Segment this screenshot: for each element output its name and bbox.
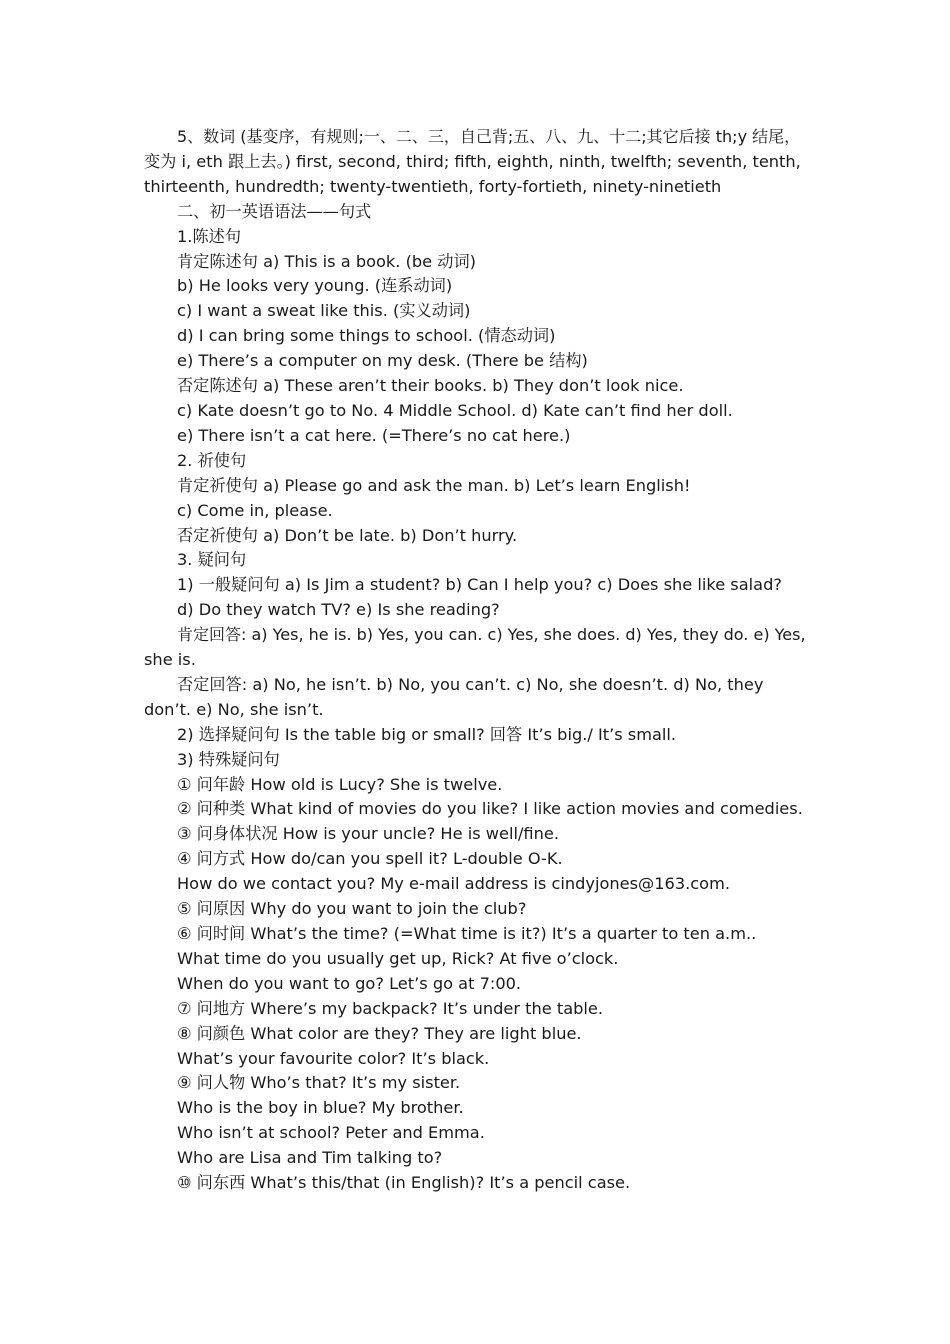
document-body [144, 125, 806, 1196]
text-line: ⑥ 问时间 What’s the time? (=What time is it?) It’s a quarter to ten a.m.. [177, 924, 757, 943]
text-line: How do we contact you? My e-mail address is cindyjones@163.com. [177, 874, 730, 894]
text-line: When do you want to go? Let’s go at 7:00. [177, 973, 522, 993]
text-line: e) There isn’t a cat here. (=There’s no cat here.) [177, 425, 571, 445]
text-line: ② 问种类 What kind of movies do you like? I like action movies and comedies. [177, 799, 803, 819]
text-line: 肯定陈述句 a) This is a book. (be 动词) [177, 251, 476, 271]
text-line: d) Do they watch TV? e) Is she reading? [177, 600, 500, 620]
text-line: ⑧ 问颜色 What color are they? They are light blue. [177, 1023, 582, 1043]
text-line: 肯定祈使句 a) Please go and ask the man. b) Let’s learn English! [177, 475, 691, 495]
text-line: 二、初一英语语法——句式 [177, 201, 372, 221]
text-line: ⑨ 问人物 Who’s that? It’s my sister. [177, 1073, 461, 1093]
text-line: 否定祈使句 a) Don’t be late. b) Don’t hurry. [177, 525, 518, 545]
text-line: Who is the boy in blue? My brother. [177, 1098, 464, 1118]
text-line: b) He looks very young. (连系动词) [177, 276, 453, 296]
text-line: c) I want a sweat like this. (实义动词) [177, 301, 471, 321]
text-line: 肯定回答: a) Yes, he is. b) Yes, you can. c) Yes, she does. d) Yes, they do. e) Yes, [177, 625, 806, 645]
text-line: ⑦ 问地方 Where’s my backpack? It’s under the table. [177, 998, 603, 1018]
text-line: thirteenth, hundredth; twenty-twentieth, forty-fortieth, ninety-ninetieth [144, 176, 722, 196]
text-line: e) There’s a computer on my desk. (There be 结构) [177, 351, 588, 371]
text-line: c) Come in, please. [177, 500, 333, 520]
text-line: 否定回答: a) No, he isn’t. b) No, you can’t. c) No, she doesn’t. d) No, they [177, 674, 764, 694]
text-line: 1.陈述句 [177, 226, 242, 246]
text-line: Who are Lisa and Tim talking to? [177, 1148, 443, 1168]
text-line: ④ 问方式 How do/can you spell it? L-double O-K. [177, 849, 563, 869]
text-line: ⑩ 问东西 What’s this/that (in English)? It’s a pencil case. [177, 1173, 631, 1193]
text-line: ⑤ 问原因 Why do you want to join the club? [177, 899, 527, 919]
text-line: 5、数词 (基变序，有规则;一、二、三，自己背;五、八、九、十二;其它后接 th;y 结尾， [177, 127, 801, 146]
text-line: What time do you usually get up, Rick? At five o’clock. [177, 948, 619, 968]
text-line: 2. 祈使句 [177, 450, 247, 470]
text-line: 1) 一般疑问句 a) Is Jim a student? b) Can I help you? c) Does she like salad? [177, 575, 782, 595]
text-line: 2) 选择疑问句 Is the table big or small? 回答 It’s big./ It’s small. [177, 724, 677, 744]
text-line: c) Kate doesn’t go to No. 4 Middle School. d) Kate can’t find her doll. [177, 400, 733, 420]
text-line: What’s your favourite color? It’s black. [177, 1048, 490, 1068]
text-line: 3. 疑问句 [177, 550, 247, 570]
text-line: 否定陈述句 a) These aren’t their books. b) They don’t look nice. [177, 376, 684, 396]
text-line: Who isn’t at school? Peter and Emma. [177, 1123, 485, 1143]
text-line: ① 问年龄 How old is Lucy? She is twelve. [177, 774, 503, 794]
text-line: she is. [144, 650, 196, 670]
text-line: ③ 问身体状况 How is your uncle? He is well/fine. [177, 824, 559, 844]
text-line: 3) 特殊疑问句 [177, 749, 280, 769]
text-line: don’t. e) No, she isn’t. [144, 699, 324, 719]
text-line: d) I can bring some things to school. (情态动词) [177, 326, 556, 346]
text-line: 变为 i, eth 跟上去。) first, second, third; fifth, eighth, ninth, twelfth; seventh, tenth, [144, 151, 801, 171]
